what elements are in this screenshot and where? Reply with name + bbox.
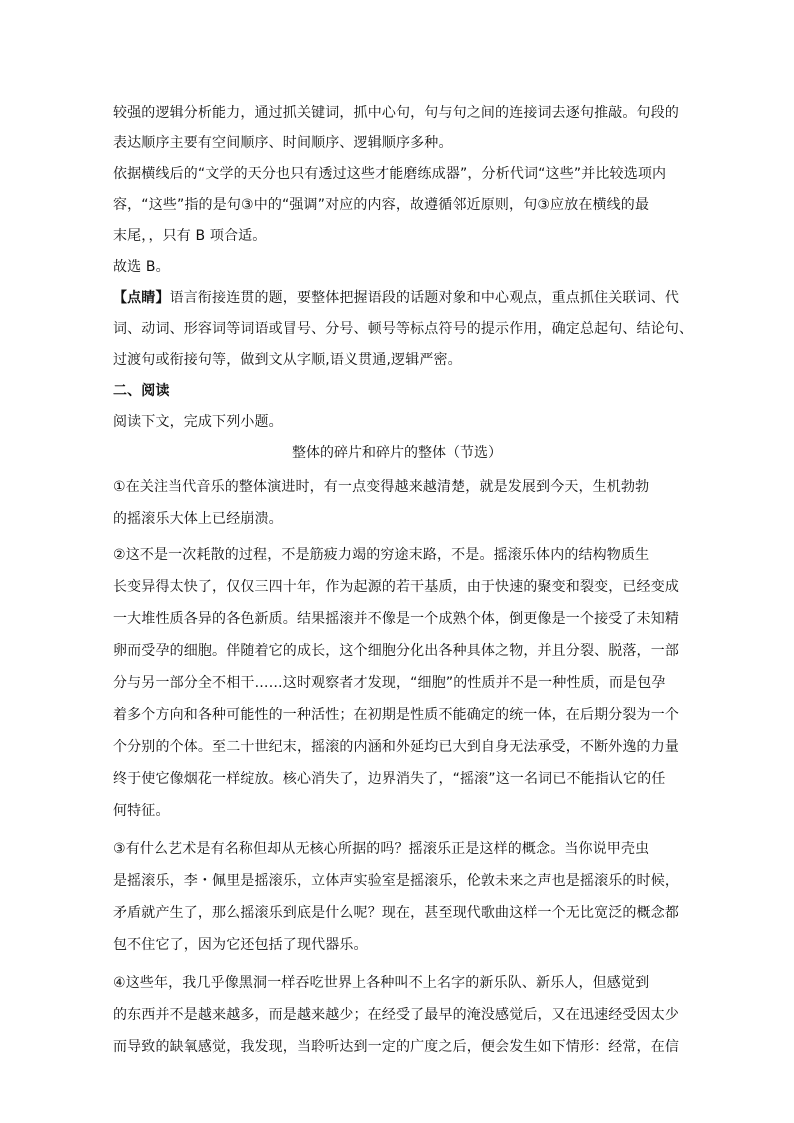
paragraph-3-line-1: ③有什么艺术是有名称但却从无核心所据的吗？摇滚乐正是这样的概念。当你说甲壳虫 <box>113 841 650 857</box>
paragraph-2-line-7: 个分别的个体。至二十世纪末，摇滚的内涵和外延均已大到自身无法承受，不断外逸的力量 <box>113 739 679 755</box>
paragraph-4-line-3: 而导致的缺氧感觉，我发现，当聆听达到一定的广度之后，便会发生如下情形：经常，在信 <box>113 1039 679 1055</box>
answer-line: 故选 B。 <box>113 259 170 275</box>
tip-line-1 <box>113 289 679 307</box>
paragraph-4-line-1: ④这些年，我几乎像黑洞一样吞吃世界上各种叫不上名字的新乐队、新乐人，但感觉到 <box>113 975 650 991</box>
explanation-line-2: 表达顺序主要有空间顺序、时间顺序、逻辑顺序多种。 <box>113 135 453 151</box>
paragraph-3-line-3: 矛盾就产生了，那么摇滚乐到底是什么呢？现在，甚至现代歌曲这样一个无比宽泛的概念都 <box>113 905 679 921</box>
paragraph-2-line-8: 终于使它像烟花一样绽放。核心消失了，边界消失了，“摇滚”这一名词已不能指认它的任 <box>113 771 666 787</box>
article-title: 整体的碎片和碎片的整体（节选） <box>292 445 502 461</box>
explanation-line-3: 依据横线后的“文学的天分也只有透过这些才能磨练成器”，分析代词“这些”并比较选项内 <box>113 166 667 182</box>
paragraph-2-line-5: 分与另一部分全不相干……这时观察者才发现，“细胞”的性质并不是一种性质，而是包孕 <box>113 675 666 691</box>
tip-line-2: 词、动词、形容词等词语或冒号、分号、顿号等标点符号的提示作用，确定总起句、结论句、 <box>113 321 694 337</box>
paragraph-3-line-4: 包不住它了，因为它还包括了现代器乐。 <box>113 937 368 953</box>
paragraph-4-line-2: 的东西并不是越来越多，而是越来越少；在经受了最早的淹没感觉后，又在迅速经受因太少 <box>113 1007 679 1023</box>
explanation-line-1: 较强的逻辑分析能力，通过抓关键词，抓中心句，句与句之间的连接词去逐句推敲。句段的 <box>113 105 679 121</box>
tip-text: 语言衔接连贯的题，要整体把握语段的话题对象和中心观点，重点抓住关联词、代 <box>169 290 680 306</box>
paragraph-3-line-2: 是摇滚乐，李・佩里是摇滚乐，立体声实验室是摇滚乐，伦敦未来之声也是摇滚乐的时候， <box>113 873 679 889</box>
paragraph-2-line-9: 何特征。 <box>113 803 170 819</box>
reading-instruction: 阅读下文，完成下列小题。 <box>113 414 283 430</box>
paragraph-1-line-1: ①在关注当代音乐的整体演进时，有一点变得越来越清楚，就是发展到今天，生机勃勃 <box>113 479 650 495</box>
paragraph-2-line-6: 着多个方向和各种可能性的一种活性；在初期是性质不能确定的统一体，在后期分裂为一个 <box>113 707 679 723</box>
paragraph-2-line-4: 卵而受孕的细胞。伴随着它的成长，这个细胞分化出各种具体之物，并且分裂、脱落，一部 <box>113 643 679 659</box>
explanation-line-4: 容，“这些”指的是句③中的“强调”对应的内容，故遵循邻近原则，句③应放在横线的最 <box>113 197 650 213</box>
tip-line-3: 过渡句或衔接句等，做到文从字顺,语义贯通,逻辑严密。 <box>113 352 462 368</box>
paragraph-2-line-3: 一大堆性质各异的各色新质。结果摇滚并不像是一个成熟个体，倒更像是一个接受了未知精 <box>113 611 679 627</box>
paragraph-2-line-2: 长变异得太快了，仅仅三四十年，作为起源的若干基质，由于快速的聚变和裂变，已经变成 <box>113 579 679 595</box>
explanation-line-5: 末尾，，只有 B 项合适。 <box>113 228 267 244</box>
tip-label: 【点睛】 <box>113 290 170 306</box>
paragraph-1-line-2: 的摇滚乐大体上已经崩溃。 <box>113 511 283 527</box>
section-heading: 二、阅读 <box>113 383 170 399</box>
paragraph-2-line-1: ②这不是一次耗散的过程，不是筋疲力竭的穷途末路，不是。摇滚乐体内的结构物质生 <box>113 547 650 563</box>
